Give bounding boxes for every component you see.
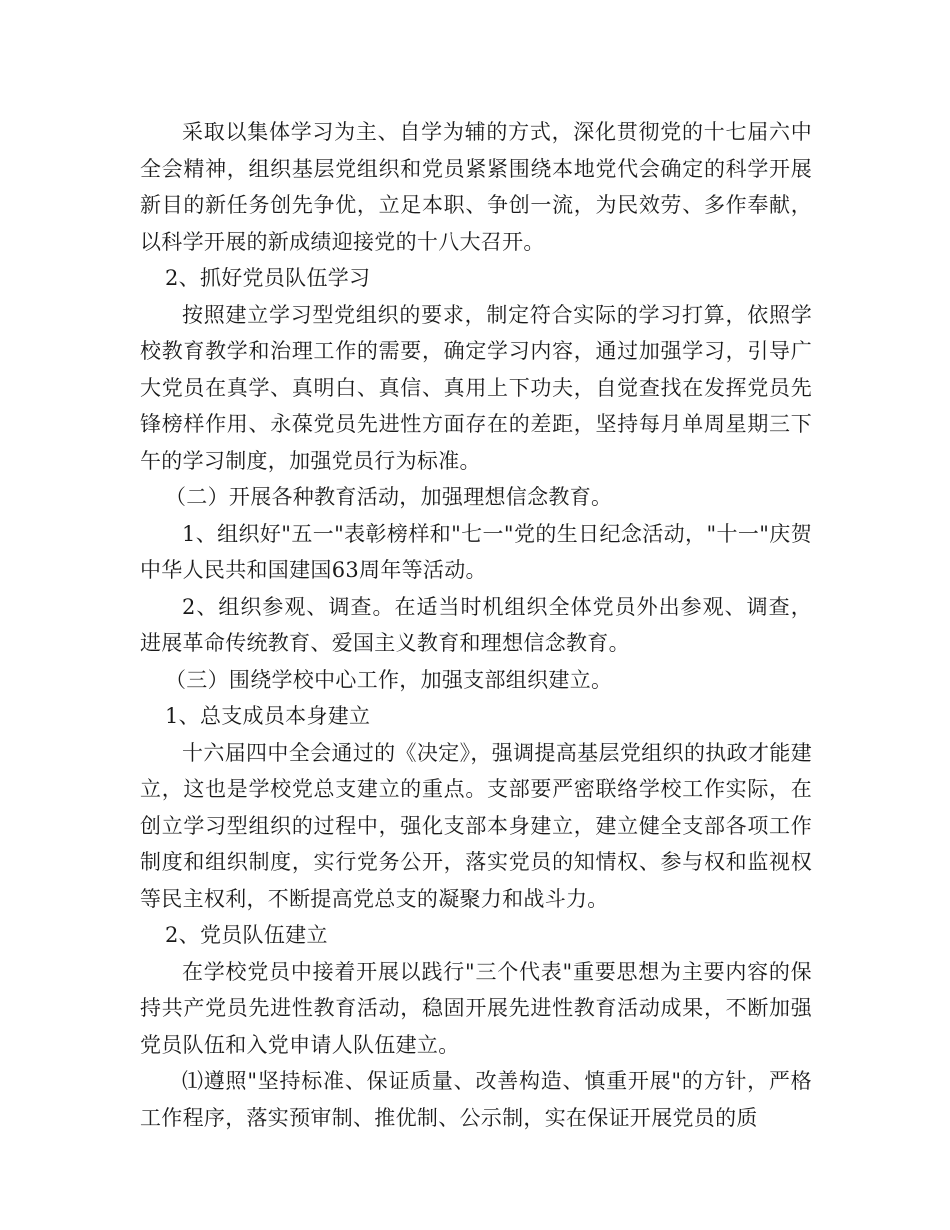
paragraph-learning-plan: 按照建立学习型党组织的要求，制定符合实际的学习打算，依照学校教育教学和治理工作的需要，确定学习内容，通过加强学习，引导广大党员在真学、真明白、真信、真用上下功夫，自觉查找在发挥党员先锋榜样作用、永葆党员先进性方面存在的差距，坚持每月单周星期三下午的学习制度，加强党员行为标准。 (140, 302, 812, 473)
paragraph-advanced-education: 在学校党员中接着开展以践行"三个代表"重要思想为主要内容的保持共产党员先进性教育活动，稳固开展先进性教育活动成果，不断加强党员队伍和入党申请人队伍建立。 (140, 959, 812, 1057)
paragraph-study-method: 采取以集体学习为主、自学为辅的方式，深化贯彻党的十七届六中全会精神，组织基层党组织和党员紧紧围绕本地党代会确定的科学开展新目的新任务创先争优，立足本职、争创一流，为民效劳、多作奉献，以科学开展的新成绩迎接党的十八大召开。 (140, 120, 812, 254)
paragraph-guidelines: ⑴遵照"坚持标准、保证质量、改善构造、慎重开展"的方针，严格工作程序，落实预审制、推优制、公示制，实在保证开展党员的质 (140, 1069, 812, 1130)
document-body (140, 114, 812, 1136)
heading-member-study: 2、抓好党员队伍学习 (165, 266, 371, 290)
heading-team-building: 2、党员队伍建立 (165, 923, 328, 947)
paragraph-commemoration: 1、组织好"五一"表彰榜样和"七一"党的生日纪念活动，"十一"庆贺中华人民共和国建国63周年等活动。 (140, 521, 812, 582)
paragraph-decision: 十六届四中全会通过的《决定》，强调提高基层党组织的执政才能建立，这也是学校党总支建立的重点。支部要严密联络学校工作实际，在创立学习型组织的过程中，强化支部本身建立，建立健全支部各项工作制度和组织制度，实行党务公开，落实党员的知情权、参与权和监视权等民主权利，不断提高党总支的凝聚力和战斗力。 (140, 740, 812, 911)
paragraph-visits: 2、组织参观、调查。在适当时机组织全体党员外出参观、调查，进展革命传统教育、爱国主义教育和理想信念教育。 (140, 594, 812, 655)
heading-education-activities: （二）开展各种教育活动，加强理想信念教育。 (165, 485, 613, 509)
heading-branch-building: （三）围绕学校中心工作，加强支部组织建立。 (165, 667, 613, 692)
heading-committee-building: 1、总支成员本身建立 (165, 704, 371, 728)
